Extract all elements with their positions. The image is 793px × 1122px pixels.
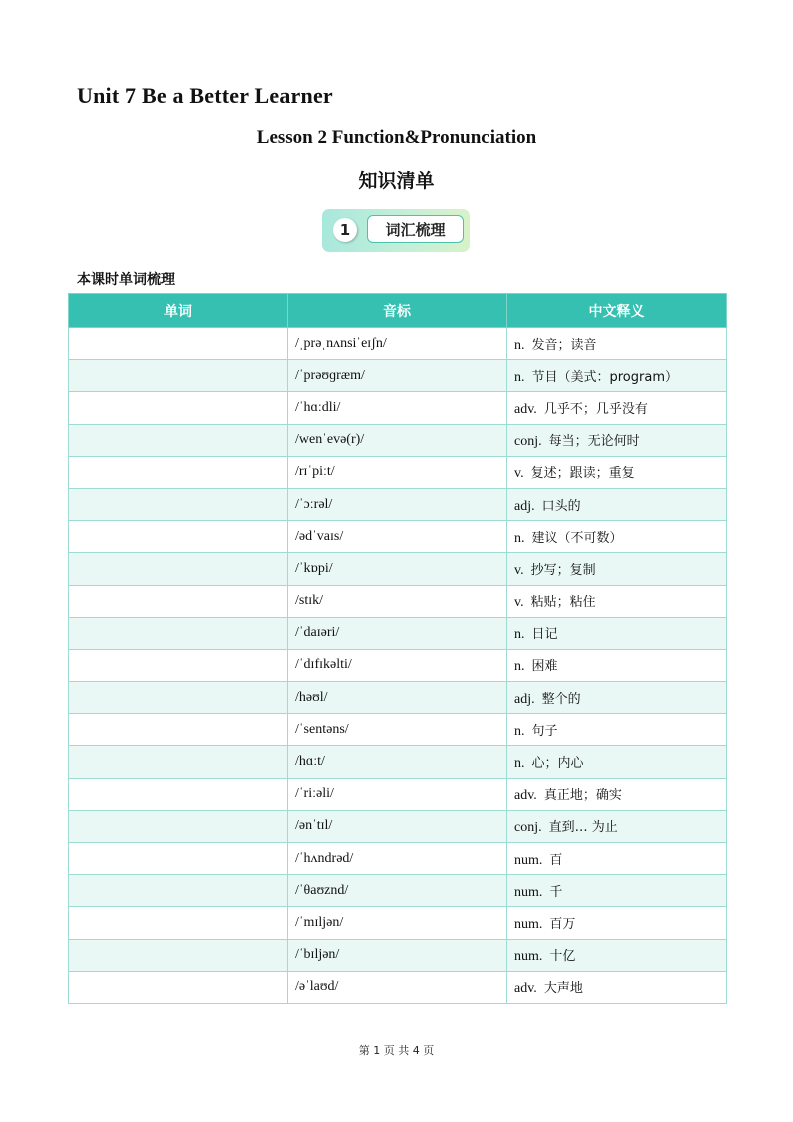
part-of-speech: n. <box>514 756 525 772</box>
word-cell <box>69 875 288 907</box>
part-of-speech: num. <box>514 916 543 932</box>
table-row <box>69 810 727 842</box>
chinese-meaning: 日记 <box>531 627 558 643</box>
unit-title: Unit 7 Be a Better Learner <box>77 83 333 108</box>
part-of-speech: num. <box>514 949 543 965</box>
word-cell <box>69 553 288 585</box>
vocabulary-section-badge <box>322 209 470 252</box>
chinese-meaning: 每当；无论何时 <box>548 434 640 450</box>
chinese-meaning: 百万 <box>549 916 576 932</box>
meaning-cell <box>507 456 727 488</box>
table-row <box>69 682 727 714</box>
chinese-meaning: 建议（不可数） <box>531 530 623 546</box>
table-row <box>69 714 727 746</box>
part-of-speech: adv. <box>514 401 537 417</box>
phonetic-cell: /ˈkɒpi/ <box>288 553 507 585</box>
word-cell <box>69 907 288 939</box>
chinese-meaning: 发音；读音 <box>531 337 597 353</box>
meaning-cell <box>507 778 727 810</box>
word-cell <box>69 456 288 488</box>
word-cell <box>69 617 288 649</box>
part-of-speech: num. <box>514 884 543 900</box>
part-of-speech: v. <box>514 562 524 578</box>
phonetic-cell: /ˈhʌndrəd/ <box>288 843 507 875</box>
table-row <box>69 746 727 778</box>
chinese-meaning: 困难 <box>531 659 558 675</box>
chinese-meaning: 心；内心 <box>531 756 584 772</box>
chinese-meaning: 真正地；确实 <box>543 788 622 804</box>
table-row <box>69 488 727 520</box>
meaning-cell <box>507 585 727 617</box>
word-cell <box>69 714 288 746</box>
word-cell <box>69 424 288 456</box>
table-row <box>69 778 727 810</box>
word-cell <box>69 392 288 424</box>
phonetic-cell: /wenˈevə(r)/ <box>288 424 507 456</box>
phonetic-cell: /ˈriːəli/ <box>288 778 507 810</box>
phonetic-cell: /ˈɔːrəl/ <box>288 488 507 520</box>
word-cell <box>69 810 288 842</box>
table-row <box>69 971 727 1003</box>
phonetic-cell: /ˈdaɪəri/ <box>288 617 507 649</box>
part-of-speech: n. <box>514 659 525 675</box>
phonetic-cell: /ˈsentəns/ <box>288 714 507 746</box>
part-of-speech: adj. <box>514 691 535 707</box>
chinese-meaning: 句子 <box>531 723 558 739</box>
phonetic-cell: /ənˈtɪl/ <box>288 810 507 842</box>
part-of-speech: conj. <box>514 820 542 836</box>
table-row <box>69 585 727 617</box>
table-row <box>69 424 727 456</box>
table-row <box>69 328 727 360</box>
part-of-speech: adj. <box>514 498 535 514</box>
meaning-cell <box>507 939 727 971</box>
meaning-cell <box>507 553 727 585</box>
chinese-meaning: 抄写；复制 <box>530 562 596 578</box>
vocabulary-table <box>68 293 727 1004</box>
table-row <box>69 456 727 488</box>
part-of-speech: n. <box>514 627 525 643</box>
meaning-cell <box>507 971 727 1003</box>
part-of-speech: n. <box>514 337 525 353</box>
lesson-title: Lesson 2 Function&Pronunciation <box>256 127 537 148</box>
chinese-meaning: 复述；跟读；重复 <box>530 466 635 482</box>
part-of-speech: v. <box>514 595 524 611</box>
word-cell <box>69 585 288 617</box>
meaning-cell <box>507 360 727 392</box>
meaning-cell <box>507 907 727 939</box>
phonetic-cell: /ˌprəˌnʌnsiˈeɪʃn/ <box>288 328 507 360</box>
word-cell <box>69 746 288 778</box>
part-of-speech: adv. <box>514 788 537 804</box>
chinese-meaning: 整个的 <box>541 691 581 707</box>
chinese-meaning: 直到… 为止 <box>548 820 618 836</box>
phonetic-cell: /ˈprəʊɡræm/ <box>288 360 507 392</box>
word-cell <box>69 521 288 553</box>
chinese-meaning: 节目（美式：program） <box>531 369 678 385</box>
word-cell <box>69 360 288 392</box>
word-cell <box>69 843 288 875</box>
word-cell <box>69 778 288 810</box>
chinese-meaning: 千 <box>549 884 563 900</box>
table-row <box>69 392 727 424</box>
phonetic-cell: /ˈθaʊznd/ <box>288 875 507 907</box>
table-row <box>69 360 727 392</box>
meaning-cell <box>507 810 727 842</box>
meaning-cell <box>507 328 727 360</box>
table-row <box>69 843 727 875</box>
phonetic-cell: /ˈmɪljən/ <box>288 907 507 939</box>
part-of-speech: n. <box>514 530 525 546</box>
word-cell <box>69 328 288 360</box>
chinese-meaning: 几乎不；几乎没有 <box>543 401 648 417</box>
sub-heading: 本课时单词梳理 <box>77 272 175 288</box>
header-phonetic: 音标 <box>288 294 507 328</box>
section-label: 词汇梳理 <box>367 215 464 243</box>
chinese-meaning: 十亿 <box>549 949 576 965</box>
meaning-cell <box>507 392 727 424</box>
word-cell <box>69 488 288 520</box>
meaning-cell <box>507 875 727 907</box>
section-number: 1 <box>333 218 357 242</box>
meaning-cell <box>507 521 727 553</box>
table-row <box>69 617 727 649</box>
part-of-speech: conj. <box>514 434 542 450</box>
chinese-meaning: 粘贴；粘住 <box>530 595 596 611</box>
header-meaning: 中文释义 <box>507 294 727 328</box>
knowledge-list-title: 知识清单 <box>358 170 435 192</box>
word-cell <box>69 971 288 1003</box>
word-cell <box>69 649 288 681</box>
meaning-cell <box>507 424 727 456</box>
phonetic-cell: /ˈbɪljən/ <box>288 939 507 971</box>
phonetic-cell: /həʊl/ <box>288 682 507 714</box>
phonetic-cell: /ədˈvaɪs/ <box>288 521 507 553</box>
page-footer: 第 1 页 共 4 页 <box>358 1044 435 1057</box>
table-row <box>69 553 727 585</box>
phonetic-cell: /ˈdɪfɪkəlti/ <box>288 649 507 681</box>
part-of-speech: adv. <box>514 981 537 997</box>
table-row <box>69 875 727 907</box>
phonetic-cell: /əˈlaʊd/ <box>288 971 507 1003</box>
meaning-cell <box>507 714 727 746</box>
table-row <box>69 939 727 971</box>
meaning-cell <box>507 843 727 875</box>
part-of-speech: v. <box>514 466 524 482</box>
meaning-cell <box>507 746 727 778</box>
word-cell <box>69 939 288 971</box>
meaning-cell <box>507 488 727 520</box>
phonetic-cell: /stɪk/ <box>288 585 507 617</box>
part-of-speech: n. <box>514 723 525 739</box>
word-cell <box>69 682 288 714</box>
header-word: 单词 <box>69 294 288 328</box>
part-of-speech: num. <box>514 852 543 868</box>
meaning-cell <box>507 649 727 681</box>
phonetic-cell: /rɪˈpiːt/ <box>288 456 507 488</box>
meaning-cell <box>507 682 727 714</box>
part-of-speech: n. <box>514 369 525 385</box>
phonetic-cell: /ˈhɑːdli/ <box>288 392 507 424</box>
phonetic-cell: /hɑːt/ <box>288 746 507 778</box>
meaning-cell <box>507 617 727 649</box>
chinese-meaning: 百 <box>549 852 563 868</box>
table-row <box>69 649 727 681</box>
table-row <box>69 521 727 553</box>
table-row <box>69 907 727 939</box>
chinese-meaning: 口头的 <box>541 498 581 514</box>
chinese-meaning: 大声地 <box>543 981 583 997</box>
table-header-row <box>69 294 727 328</box>
